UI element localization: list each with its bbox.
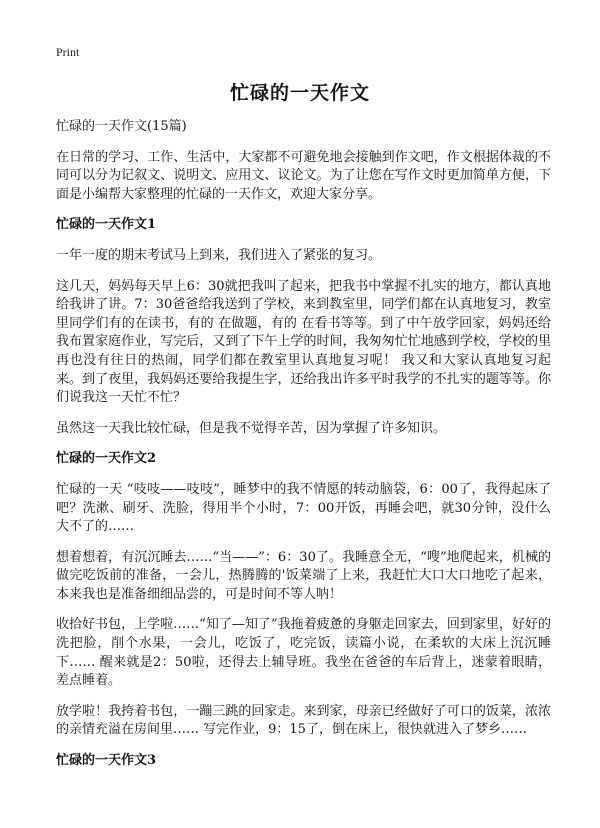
print-link[interactable]: Print [56,45,80,59]
paragraph: 想着想着，有沉沉睡去……“当——”：6：30了。我睡意全无，“嗖”地爬起来，机械的做完吃饭前的准备，一会儿，热腾腾的'饭菜端了上来，我赶忙大口大口地吃了起来，本来我也是准备细细品尝的，可是时间不等人呐！ [56,549,551,602]
section-heading: 忙碌的一天作文3 [56,753,157,769]
paragraph: 这几天，妈妈每天早上6：30就把我叫了起来，把我书中掌握不扎实的地方，都认真地给我讲了讲。7：30爸爸给我送到了学校，来到教室里，同学们都在认真地复习，教室里同学们有的在读书，有的 在做题，有的 在看书等等。到了中午放学回家，妈妈还给我布置家庭作业，写完后，又到了下午上学的时间，我匆匆忙忙地感到学校，学校的里再也没有往日的热闹，同学们都在教室里认真地复习呢！ 我又和大家认真地复习起来。到了夜里，我妈妈还要给我提生字，还给我出许多平时我学的不扎实的题等等。你们说我这一天忙不忙？ [56,278,551,406]
paragraph: 虽然这一天我比较忙碌，但是我不觉得辛苦，因为掌握了许多知识。 [56,420,447,436]
section-heading: 忙碌的一天作文1 [56,217,157,233]
document-body [56,118,551,783]
document-subtitle: 忙碌的一天作文(15篇) [56,119,187,134]
paragraph: 忙碌的一天 “吱吱——吱吱”，睡梦中的我不情愿的转动脑袋，6：00了，我得起床了吧？洗漱、刷牙、洗脸，得用半个小时，7：00开饭，再睡会吧，就30分钟，没什么大不了的…… [56,481,551,535]
paragraph: 一年一度的期末考试马上到来，我们进入了紧张的复习。 [56,247,382,263]
document-title: 忙碌的一天作文 [229,82,370,104]
paragraph: 收拾好书包，上学啦……“知了—知了”我拖着疲惫的身躯走回家去，回到家里，好好的洗把脸，削个水果，一会儿，吃饭了，吃完饭，读篇小说，在柔软的大床上沉沉睡下…… 醒来就是2：50啦，还得去上辅导班。我坐在爸爸的车后背上，迷蒙着眼睛，差点睡着。 [56,617,551,689]
intro-paragraph: 在日常的学习、工作、生活中，大家都不可避免地会接触到作文吧，作文根据体裁的不同可以分为记叙文、说明文、应用文、议论文。为了让您在写作文时更加简单方便，下面是小编帮大家整理的忙碌的一天作文，欢迎大家分享。 [56,149,551,202]
paragraph: 放学啦！我挎着书包，一蹦三跳的回家走。来到家，母亲已经做好了可口的饭菜，浓浓的亲情充溢在房间里…… 写完作业，9：15了，倒在床上，很快就进入了梦乡…… [56,703,551,738]
section-heading: 忙碌的一天作文2 [56,451,157,467]
